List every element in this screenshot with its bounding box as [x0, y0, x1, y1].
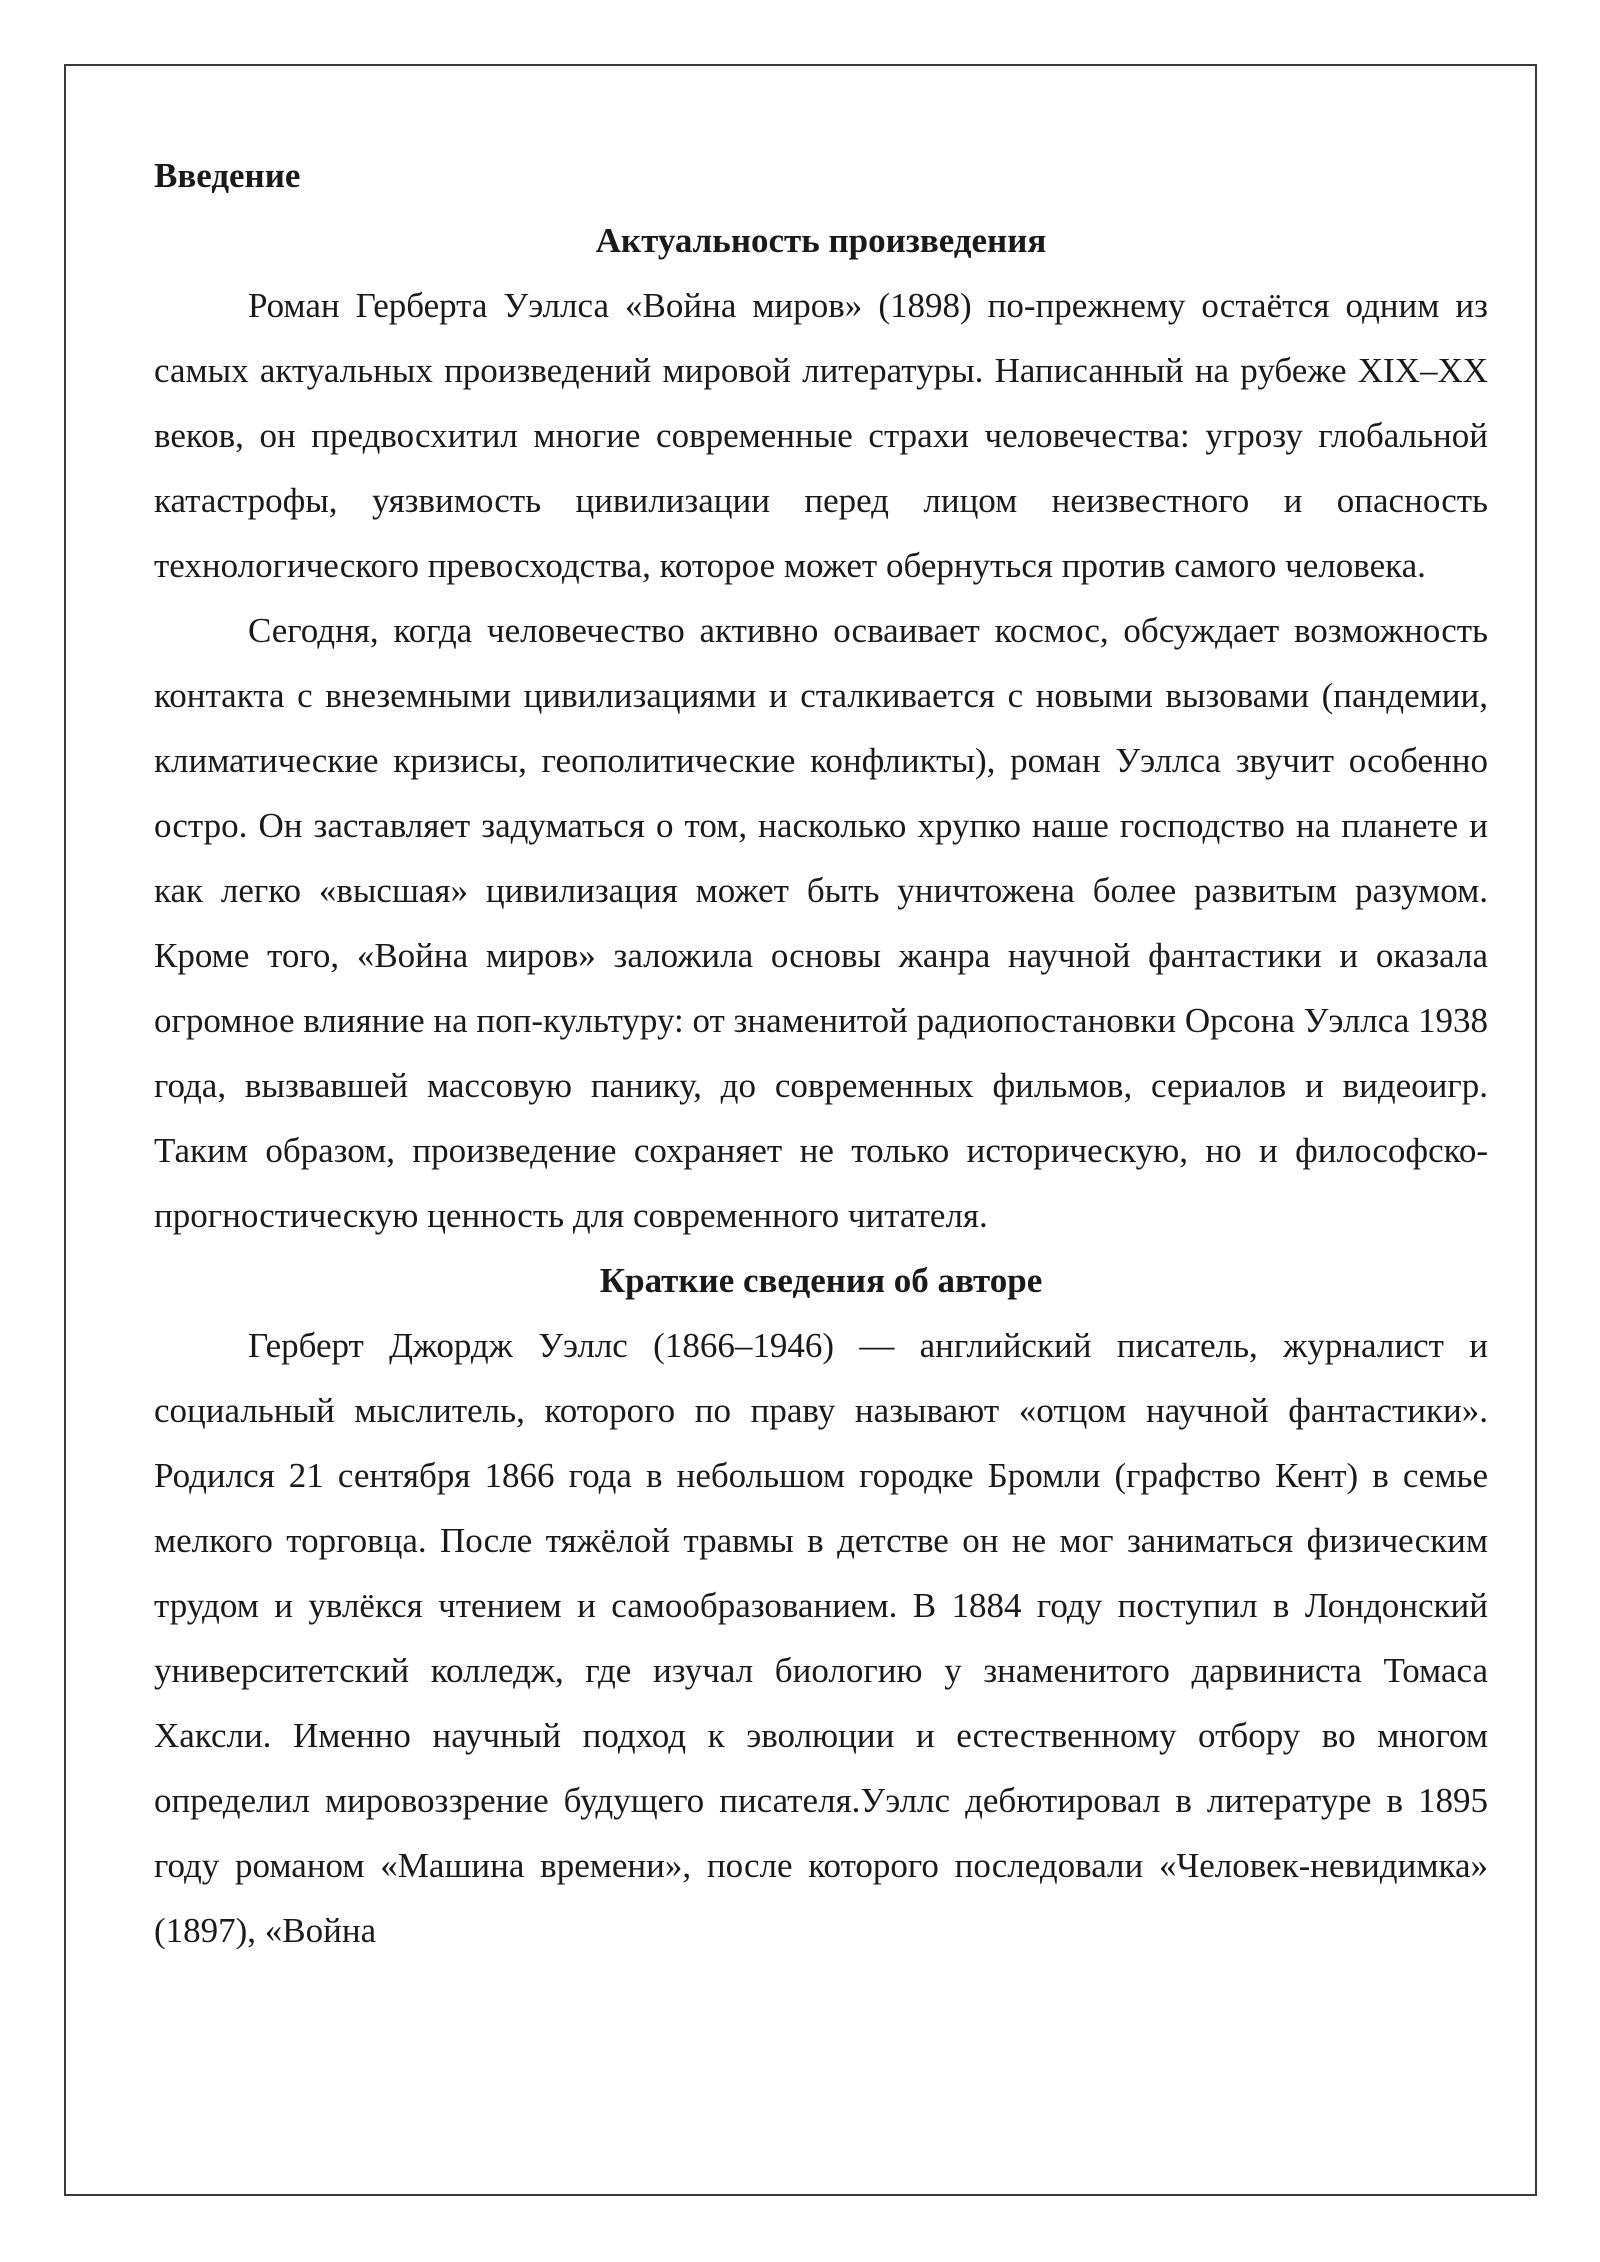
paragraph-author-1: Герберт Джордж Уэллс (1866–1946) — английский писатель, журналист и социальный мыслитель, которого по праву называют «отцом научной фантастики». Родился 21 сентября 1866 года в небольшом городке Бромли (графство Кент) в семье мелкого торговца. После тяжёлой травмы в детстве он не мог заниматься физическим трудом и увлёкся чтением и самообразованием. В 1884 году поступил в Лондонский университетский колледж, где изучал биологию у знаменитого дарвиниста Томаса Хаксли. Именно научный подход к эволюции и естественному отбору во многом определил мировоззрение будущего писателя.Уэллс дебютировал в литературе в 1895 году романом «Машина времени», после которого последовали «Человек-невидимка» (1897), «Война	[154, 1326, 1488, 1950]
intro-heading: Введение	[154, 156, 301, 195]
document-body	[154, 143, 1488, 1963]
section-title-relevance: Актуальность произведения	[595, 221, 1047, 260]
paragraph-relevance-1: Роман Герберта Уэллса «Война миров» (1898) по-прежнему остаётся одним из самых актуальных произведений мировой литературы. Написанный на рубеже XIX–XX веков, он предвосхитил многие современные страхи человечества: угрозу глобальной катастрофы, уязвимость цивилизации перед лицом неизвестного и опасность технологического превосходства, которое может обернуться против самого человека.	[154, 286, 1488, 585]
paragraph-relevance-2: Сегодня, когда человечество активно осваивает космос, обсуждает возможность контакта с внеземными цивилизациями и сталкивается с новыми вызовами (пандемии, климатические кризисы, геополитические конфликты), роман Уэллса звучит особенно остро. Он заставляет задуматься о том, насколько хрупко наше господство на планете и как легко «высшая» цивилизация может быть уничтожена более развитым разумом. Кроме того, «Война миров» заложила основы жанра научной фантастики и оказала огромное влияние на поп-культуру: от знаменитой радиопостановки Орсона Уэллса 1938 года, вызвавшей массовую панику, до современных фильмов, сериалов и видеоигр. Таким образом, произведение сохраняет не только историческую, но и философско-прогностическую ценность для современного читателя.	[154, 611, 1488, 1235]
section-title-author: Краткие сведения об авторе	[599, 1261, 1043, 1300]
